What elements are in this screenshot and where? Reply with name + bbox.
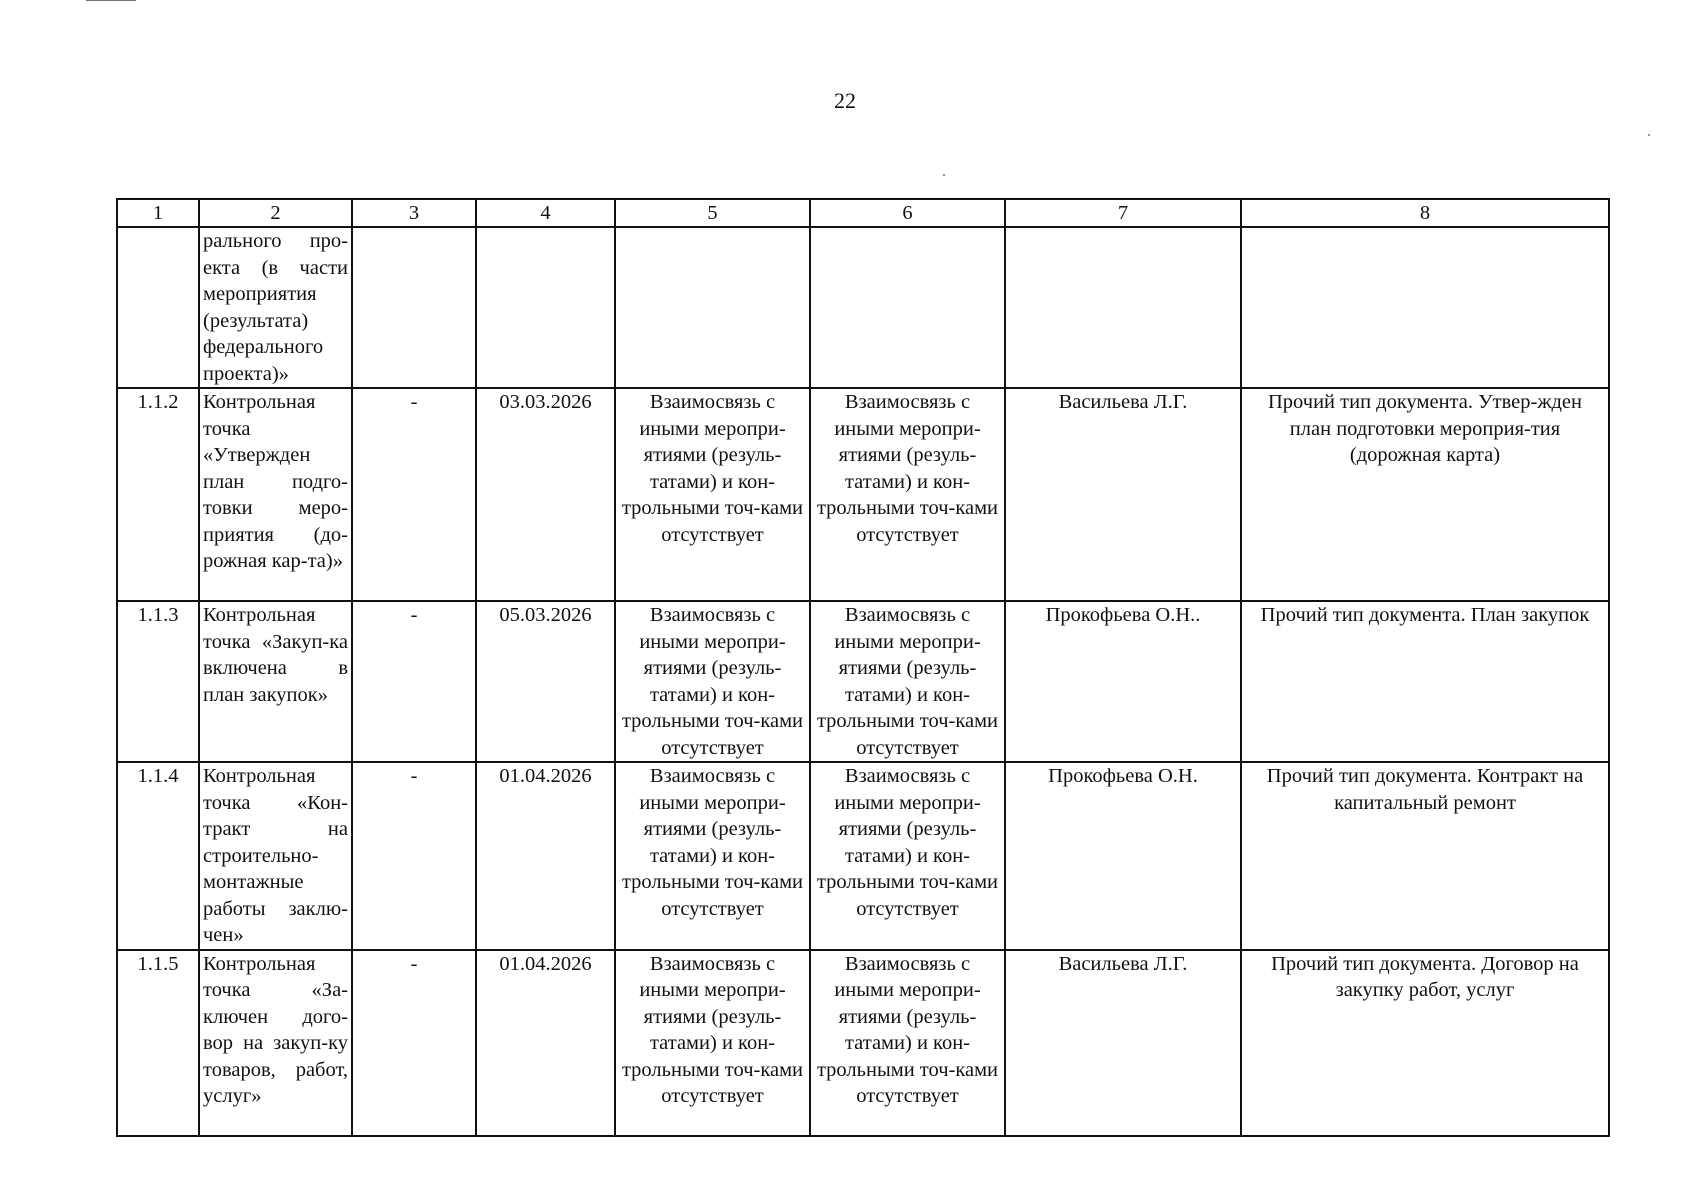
column-header: 2	[199, 199, 352, 227]
control-point-name: Контрольная точка «Кон-тракт на строительно-монтажные работы заклю-чен»	[199, 762, 352, 950]
responsible-person: Васильева Л.Г.	[1005, 388, 1241, 601]
column-header: 7	[1005, 199, 1241, 227]
control-point-name: Контрольная точка «За-ключен дого-вор на закуп-ку товаров, работ, услуг»	[199, 950, 352, 1136]
table-row	[117, 762, 1609, 950]
responsible-person: Васильева Л.Г.	[1005, 950, 1241, 1136]
column-header: 1	[117, 199, 199, 227]
due-date: 05.03.2026	[476, 601, 615, 762]
relation-cell	[810, 227, 1005, 388]
scan-speck	[1648, 134, 1650, 136]
due-date: 01.04.2026	[476, 950, 615, 1136]
row-number: 1.1.2	[117, 388, 199, 601]
column-header: 8	[1241, 199, 1609, 227]
responsible-person	[1005, 227, 1241, 388]
relation-cell: Взаимосвязь с иными меропри-ятиями (резуль-татами) и кон-трольными точ-ками отсутствует	[810, 388, 1005, 601]
document-type: Прочий тип документа. План закупок	[1241, 601, 1609, 762]
control-point-name: рального про-екта (в части мероприятия (результата) федерального проекта)»	[199, 227, 352, 388]
predecessor-cell: -	[352, 601, 476, 762]
scan-speck	[943, 174, 945, 176]
row-number: 1.1.3	[117, 601, 199, 762]
column-header: 4	[476, 199, 615, 227]
document-type: Прочий тип документа. Контракт на капитальный ремонт	[1241, 762, 1609, 950]
control-point-name: Контрольная точка «Утвержден план подго-товки меро-приятия (до-рожная кар-та)»	[199, 388, 352, 601]
table-row	[117, 950, 1609, 1136]
predecessor-cell: -	[352, 950, 476, 1136]
relation-cell	[615, 227, 810, 388]
relation-cell: Взаимосвязь с иными меропри-ятиями (резуль-татами) и кон-трольными точ-ками отсутствует	[615, 762, 810, 950]
document-type	[1241, 227, 1609, 388]
relation-cell: Взаимосвязь с иными меропри-ятиями (резуль-татами) и кон-трольными точ-ками отсутствует	[615, 601, 810, 762]
column-header: 5	[615, 199, 810, 227]
control-point-name: Контрольная точка «Закуп-ка включена в план закупок»	[199, 601, 352, 762]
document-type: Прочий тип документа. Договор на закупку работ, услуг	[1241, 950, 1609, 1136]
due-date: 01.04.2026	[476, 762, 615, 950]
control-points-table	[116, 198, 1610, 1137]
table-row	[117, 388, 1609, 601]
header-row	[117, 199, 1609, 227]
scan-mark	[86, 0, 136, 1]
due-date	[476, 227, 615, 388]
relation-cell: Взаимосвязь с иными меропри-ятиями (резуль-татами) и кон-трольными точ-ками отсутствует	[810, 762, 1005, 950]
page-number: 22	[834, 88, 856, 113]
relation-cell: Взаимосвязь с иными меропри-ятиями (резуль-татами) и кон-трольными точ-ками отсутствует	[810, 950, 1005, 1136]
column-header: 3	[352, 199, 476, 227]
document-type: Прочий тип документа. Утвер-жден план подготовки мероприя-тия (дорожная карта)	[1241, 388, 1609, 601]
table-row	[117, 601, 1609, 762]
relation-cell: Взаимосвязь с иными меропри-ятиями (резуль-татами) и кон-трольными точ-ками отсутствует	[810, 601, 1005, 762]
row-number: 1.1.5	[117, 950, 199, 1136]
relation-cell: Взаимосвязь с иными меропри-ятиями (резуль-татами) и кон-трольными точ-ками отсутствует	[615, 388, 810, 601]
predecessor-cell: -	[352, 388, 476, 601]
responsible-person: Прокофьева О.Н.	[1005, 762, 1241, 950]
predecessor-cell	[352, 227, 476, 388]
predecessor-cell: -	[352, 762, 476, 950]
due-date: 03.03.2026	[476, 388, 615, 601]
table-row	[117, 227, 1609, 388]
column-header: 6	[810, 199, 1005, 227]
responsible-person: Прокофьева О.Н..	[1005, 601, 1241, 762]
row-number	[117, 227, 199, 388]
row-number: 1.1.4	[117, 762, 199, 950]
relation-cell: Взаимосвязь с иными меропри-ятиями (резуль-татами) и кон-трольными точ-ками отсутствует	[615, 950, 810, 1136]
